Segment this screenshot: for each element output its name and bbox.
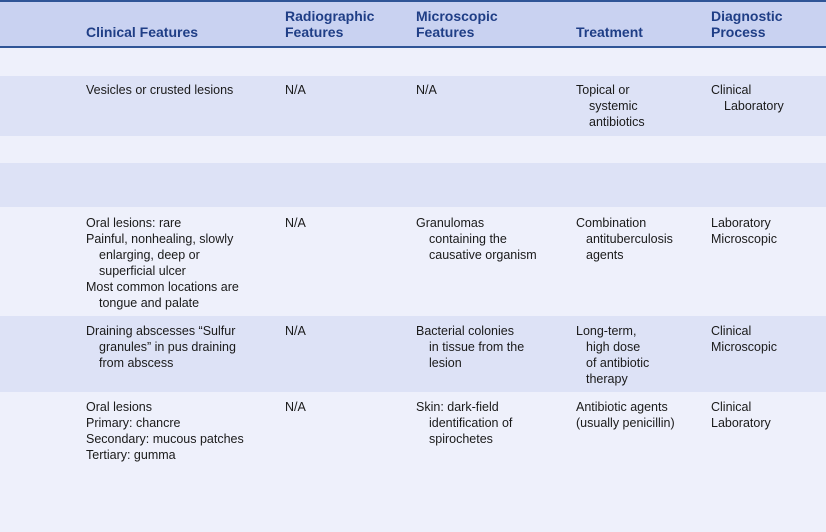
table-header [0, 2, 826, 48]
cell-radiographic: N/A [285, 83, 306, 97]
cell-microscopic: Skin: dark-field identification of spirochetes [416, 400, 513, 446]
cell-diagnostic: Laboratory Microscopic [711, 216, 777, 246]
cell-diagnostic: Clinical Laboratory [711, 83, 784, 113]
cell-treatment: Antibiotic agents (usually penicillin) [576, 400, 675, 430]
cell-radiographic: N/A [285, 324, 306, 338]
cell-radiographic: N/A [285, 216, 306, 230]
header-diagnostic-process: Diagnostic Process [711, 8, 783, 40]
cell-microscopic: Bacterial colonies in tissue from the lesion [416, 324, 525, 370]
cell-microscopic: N/A [416, 83, 437, 97]
header-clinical-features: Clinical Features [86, 24, 199, 40]
table-row-empty [0, 163, 826, 207]
header-microscopic-features: Microscopic Features [416, 8, 498, 40]
cell-clinical: Oral lesions Primary: chancre Secondary: mucous patches Tertiary: gumma [86, 400, 244, 462]
header-radiographic-features: Radiographic Features [285, 8, 375, 40]
header-treatment: Treatment [576, 24, 643, 40]
cell-microscopic: Granulomas containing the causative organism [416, 216, 537, 262]
cell-diagnostic: Clinical Laboratory [711, 400, 771, 430]
cell-diagnostic: Clinical Microscopic [711, 324, 777, 354]
cell-clinical: Draining abscesses “Sulfur granules” in pus draining from abscess [86, 324, 236, 370]
cell-treatment: Long-term, high dose of antibiotic therapy [576, 324, 650, 386]
cell-clinical: Oral lesions: rare Painful, nonhealing, slowly enlarging, deep or superficial ulcer Most common locations are tongue and palate [86, 216, 239, 310]
cell-treatment: Topical or systemic antibiotics [576, 83, 645, 129]
table-row-empty [0, 48, 826, 76]
cell-radiographic: N/A [285, 400, 306, 414]
cell-treatment: Combination antituberculosis agents [576, 216, 673, 262]
table-row-empty [0, 136, 826, 163]
cell-clinical: Vesicles or crusted lesions [86, 83, 234, 97]
